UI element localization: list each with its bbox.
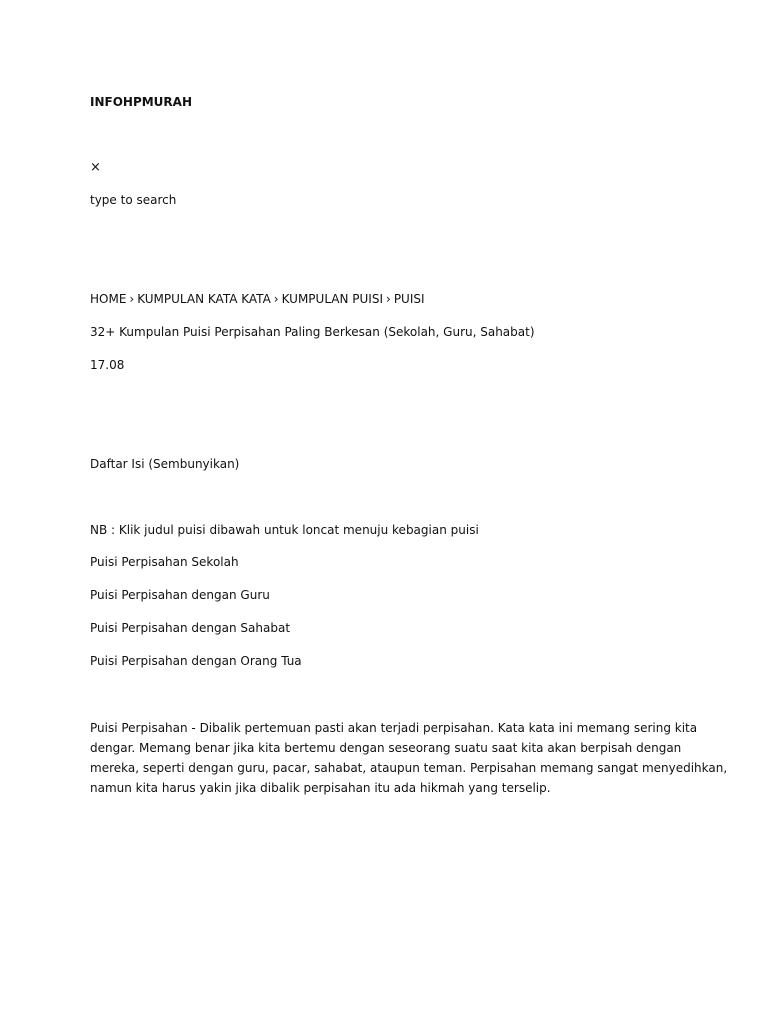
toc-item-puisi-perpisahan-guru[interactable]: Puisi Perpisahan dengan Guru (90, 588, 270, 602)
close-icon[interactable]: × (90, 160, 101, 175)
breadcrumb-kumpulan-kata-kata[interactable]: KUMPULAN KATA KATA (137, 292, 271, 306)
breadcrumb-separator: › (129, 292, 135, 306)
breadcrumb-separator: › (273, 292, 279, 306)
search-input[interactable]: type to search (90, 193, 177, 207)
intro-line: dengar. Memang benar jika kita bertemu dengan seseorang suatu saat kita akan berpisah dengan (90, 741, 682, 755)
site-name[interactable]: INFOHPMURAH (90, 95, 192, 109)
breadcrumb-puisi[interactable]: PUISI (393, 292, 425, 306)
article-title: 32+ Kumpulan Puisi Perpisahan Paling Berkesan (Sekolah, Guru, Sahabat) (90, 325, 535, 339)
breadcrumb-separator: › (386, 292, 391, 306)
intro-line: mereka, seperti dengan guru, pacar, sahabat, ataupun teman. Perpisahan memang sangat menyedihkan, (90, 761, 728, 775)
toc-note: NB : Klik judul puisi dibawah untuk loncat menuju kebagian puisi (90, 523, 479, 537)
intro-line: Puisi Perpisahan - Dibalik pertemuan pasti akan terjadi perpisahan. Kata kata ini memang sering kita (90, 721, 698, 735)
toc-item-puisi-perpisahan-sekolah[interactable]: Puisi Perpisahan Sekolah (90, 555, 239, 569)
breadcrumb-kumpulan-puisi[interactable]: KUMPULAN PUISI (281, 292, 383, 306)
breadcrumb (90, 291, 425, 307)
toc-item-puisi-perpisahan-sahabat[interactable]: Puisi Perpisahan dengan Sahabat (90, 621, 291, 635)
toc-item-puisi-perpisahan-orang-tua[interactable]: Puisi Perpisahan dengan Orang Tua (90, 654, 302, 668)
intro-line: namun kita harus yakin jika dibalik perpisahan itu ada hikmah yang terselip. (90, 781, 551, 795)
breadcrumb-home[interactable]: HOME (90, 292, 127, 306)
intro-paragraph (90, 718, 728, 798)
article-time: 17.08 (90, 358, 125, 372)
toc-toggle[interactable]: Daftar Isi (Sembunyikan) (90, 457, 240, 471)
